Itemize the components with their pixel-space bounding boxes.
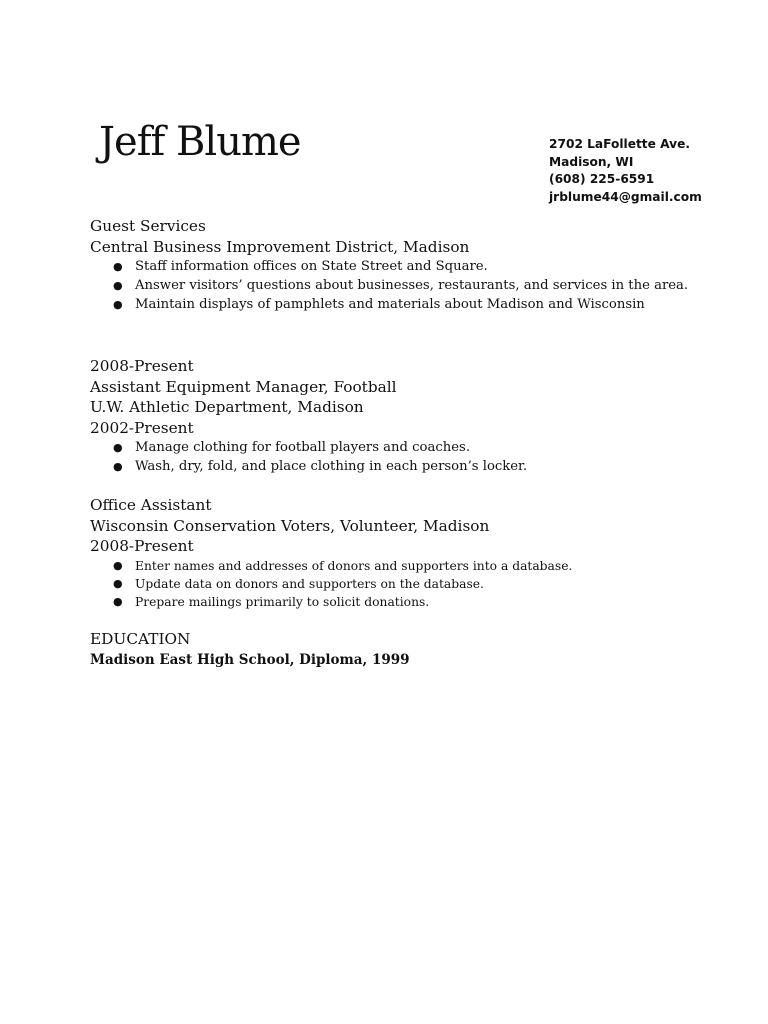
contact-street: 2702 LaFollette Ave. [549,137,690,151]
contact-email: jrblume44@gmail.com [549,189,702,204]
job-organization: U.W. Athletic Department, Madison [90,398,364,416]
list-item [90,457,710,476]
list-item-text: Maintain displays of pamphlets and materials about Madison and Wisconsin [135,297,645,313]
bullet-icon: ● [113,279,123,293]
bullet-icon: ● [113,460,123,474]
contact-phone: (608) 225-6591 [549,172,655,186]
list-item-text: Answer visitors’ questions about businesses, restaurants, and services in the area. [135,278,689,294]
bullet-icon: ● [113,260,123,273]
bullet-icon: ● [113,594,123,608]
contact-city: Madison, WI [549,154,634,169]
list-item-text: Staff information offices on State Street and Square. [135,259,488,274]
bullet-icon: ● [113,576,123,590]
list-item-text: Enter names and addresses of donors and supporters into a database. [135,558,573,573]
list-item [90,276,710,295]
duties-list [90,557,710,611]
education-heading: EDUCATION [90,630,191,648]
duties-list [90,257,710,315]
job-title: Assistant Equipment Manager, Football [90,377,397,396]
list-item [90,257,710,276]
applicant-name: Jeff Blume [99,119,301,165]
list-item-text: Wash, dry, fold, and place clothing in each person’s locker. [135,459,528,475]
list-item [90,438,710,457]
list-item [90,593,710,611]
section-guest-services [90,216,710,315]
education-detail: Madison East High School, Diploma, 1999 [90,651,410,668]
job-title: Office Assistant [90,496,212,514]
list-item-text: Manage clothing for football players and coaches. [135,440,471,455]
list-item-text: Update data on donors and supporters on the database. [135,576,484,591]
list-item [90,557,710,575]
list-item [90,575,710,593]
section-education [90,629,710,671]
bullet-icon: ● [113,441,123,454]
bullet-icon: ● [113,298,123,312]
section-office-assistant [90,495,710,611]
section-equipment-manager [90,356,710,476]
duties-list [90,438,710,476]
list-item-text: Prepare mailings primarily to solicit donations. [135,594,430,609]
job-date: 2002-Present [90,418,194,437]
job-title: Guest Services [90,217,206,235]
list-item [90,295,710,314]
job-date: 2008-Present [90,537,194,555]
bullet-icon: ● [113,558,123,572]
job-organization: Central Business Improvement District, Madison [90,237,470,256]
job-organization: Wisconsin Conservation Voters, Volunteer, Madison [90,516,490,535]
contact-block [549,136,759,206]
job-date-top: 2008-Present [90,357,194,375]
